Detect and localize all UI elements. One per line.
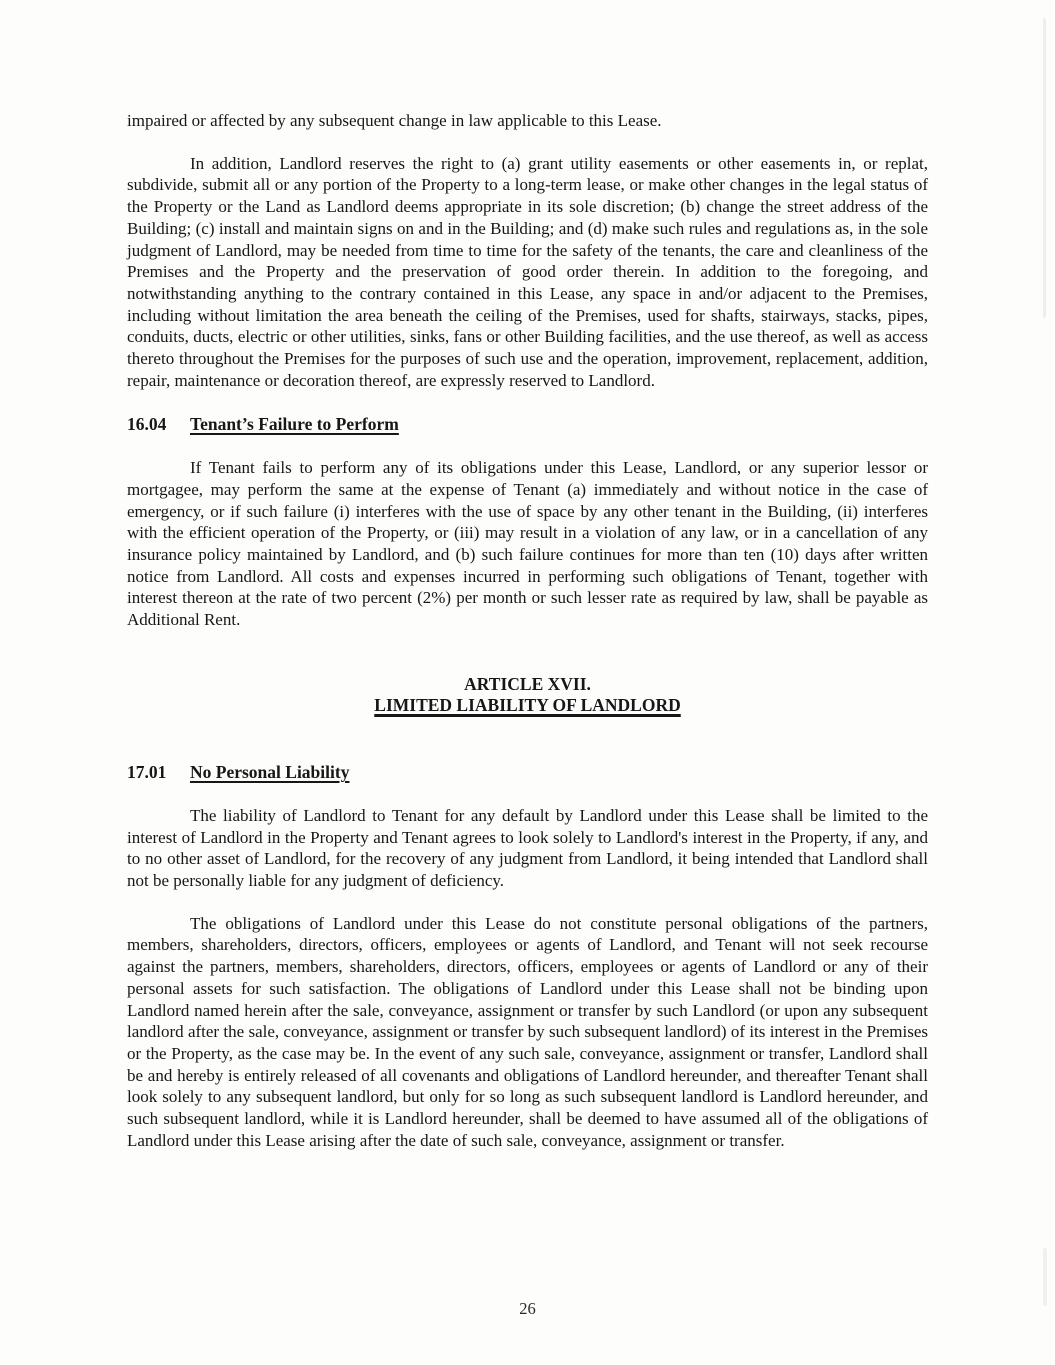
scan-artifact-right-edge — [1043, 18, 1046, 318]
section-number-16-04: 16.04 — [127, 414, 167, 435]
continuation-paragraph: impaired or affected by any subsequent change in law applicable to this Lease. — [127, 111, 662, 130]
section-title-no-personal-liability: No Personal Liability — [190, 762, 350, 783]
article-title-limited-liability-of-landlord: LIMITED LIABILITY OF LANDLORD — [374, 695, 681, 716]
article-number: ARTICLE XVII. — [464, 673, 591, 694]
document-text-area — [127, 110, 928, 1151]
paragraph-tenant-failure-to-perform: If Tenant fails to perform any of its obligations under this Lease, Landlord, or any superior lessor or mortgagee, may perform the same at the expense of Tenant (a) immediately and without notice in the case of emergency, or if such failure (i) interferes with the use of space by any other tenant in the Building, (ii) interferes with the efficient operation of the Property, or (iii) may result in a violation of any law, or in a cancellation of any insurance policy maintained by Landlord, and (b) such failure continues for more than ten (10) days after written notice from Landlord. All costs and expenses incurred in performing such obligations of Tenant, together with interest thereon at the rate of two percent (2%) per month or such lesser rate as required by law, shall be payable as Additional Rent. — [127, 458, 928, 630]
section-heading-17-01 — [127, 762, 928, 784]
paragraph-landlord-reservations: In addition, Landlord reserves the right to (a) grant utility easements or other easements in, or replat, subdivide, submit all or any portion of the Property to a long-term lease, or make other changes in the legal status of the Property or the Land as Landlord deems appropriate in its sole discretion; (b) change the street address of the Building; (c) install and maintain signs on and in the Building; and (d) make such rules and regulations as, in the sole judgment of Landlord, may be needed from time to time for the safety of the tenants, the care and cleanliness of the Premises and the Property and the preservation of good order therein. In addition to the foregoing, and notwithstanding anything to the contrary contained in this Lease, any space in and/or adjacent to the Premises, including without limitation the area beneath the ceiling of the Premises, used for shafts, stairways, stacks, pipes, conduits, ducts, electric or other utilities, sinks, fans or other Building facilities, and the use thereof, as well as access thereto throughout the Premises for the purposes of such use and the operation, improvement, replacement, addition, repair, maintenance or decoration thereof, are expressly reserved to Landlord. — [127, 153, 928, 390]
page-number: 26 — [519, 1299, 536, 1318]
paragraph-no-personal-obligations: The obligations of Landlord under this Lease do not constitute personal obligations of the partners, members, shareholders, directors, officers, employees or agents of Landlord, and Tenant will not seek recourse against the partners, members, shareholders, directors, officers, employees or agents of Landlord or any of their personal assets for such satisfaction. The obligations of Landlord under this Lease shall not be binding upon Landlord named herein after the sale, conveyance, assignment or transfer by such Landlord (or upon any subsequent landlord after the sale, conveyance, assignment or transfer by such subsequent landlord) of its interest in the Premises or the Property, as the case may be. In the event of any such sale, conveyance, assignment or transfer, Landlord shall be and hereby is entirely released of all covenants and obligations of Landlord hereunder, and thereafter Tenant shall look solely to any subsequent landlord, but only for so long as such subsequent landlord is Landlord hereunder, and such subsequent landlord, while it is Landlord hereunder, shall be deemed to have assumed all of the obligations of Landlord under this Lease arising after the date of such sale, conveyance, assignment or transfer. — [127, 913, 928, 1150]
paragraph-liability-limited: The liability of Landlord to Tenant for any default by Landlord under this Lease shall be limited to the interest of Landlord in the Property and Tenant agrees to look solely to Landlord's interest in the Property, if any, and to no other asset of Landlord, for the recovery of any judgment from Landlord, it being intended that Landlord shall not be personally liable for any judgment of deficiency. — [127, 805, 928, 890]
section-title-tenants-failure-to-perform: Tenant’s Failure to Perform — [190, 414, 399, 435]
scan-artifact-bottom-right — [1043, 1248, 1047, 1306]
article-xvii-heading — [127, 674, 928, 717]
section-number-17-01: 17.01 — [127, 762, 167, 783]
section-heading-16-04 — [127, 414, 928, 436]
